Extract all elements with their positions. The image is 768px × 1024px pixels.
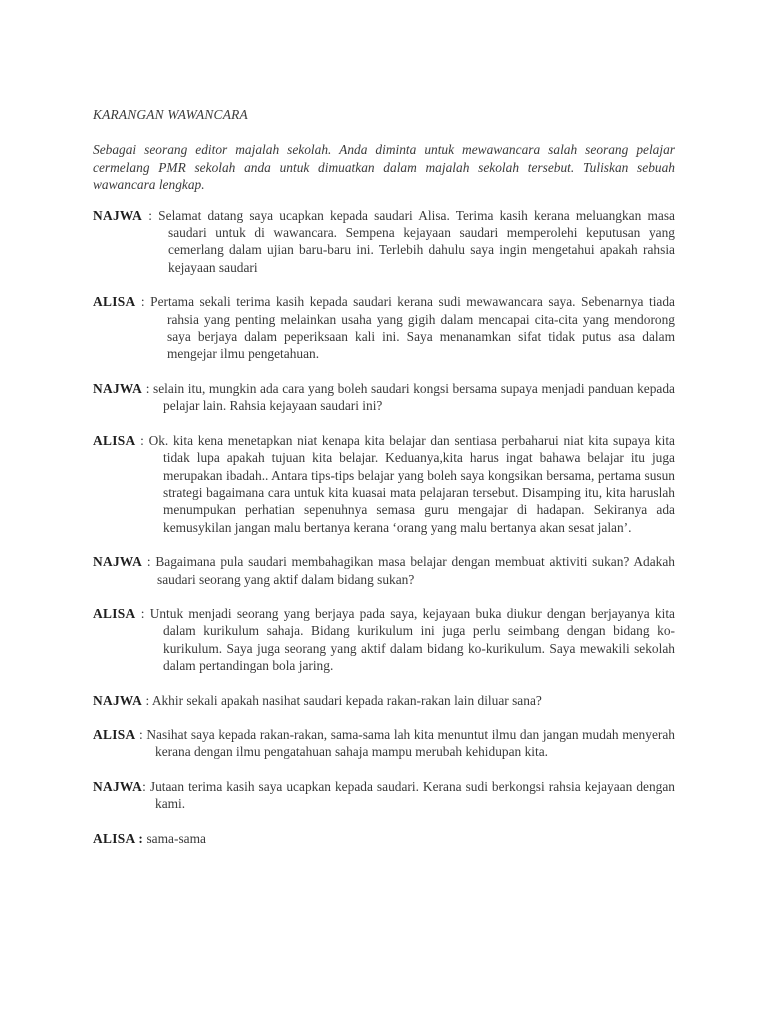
speaker-name: NAJWA [93, 554, 143, 570]
interview-entry [93, 605, 675, 675]
intro-paragraph: Sebagai seorang editor majalah sekolah. Anda diminta untuk mewawancara salah seorang pelajar cermelang PMR sekolah anda untuk dimuatkan dalam majalah sekolah tersebut. Tuliskan sebuah wawancara lengkap. [93, 142, 675, 193]
interview-entry [93, 778, 675, 813]
speech-text: Selamat datang saya ucapkan kepada saudari Alisa. Terima kasih kerana meluangkan masa saudari untuk di wawancara. Sempena kejayaan saudari memperolehi keputusan yang cemerlang dalam ujian baru-baru ini. Terlebih dahulu saya ingin mengetahui apakah rahsia kejayaan saudari [158, 207, 675, 275]
interview-entry [93, 207, 675, 277]
speech-text: sama-sama [146, 830, 206, 846]
speech-text: Bagaimana pula saudari membahagikan masa belajar dengan membuat aktiviti sukan? Adakah saudari seorang yang aktif dalam bidang sukan? [155, 554, 675, 587]
speaker-separator: : [135, 726, 147, 742]
speaker-name: ALISA [93, 294, 136, 310]
speaker-name: NAJWA [93, 778, 143, 794]
speaker-separator: : [135, 294, 151, 310]
speaker-separator: : [135, 605, 150, 621]
interview-entry [93, 553, 675, 588]
speech-text: Nasihat saya kepada rakan-rakan, sama-sama lah kita menuntut ilmu dan jangan mudah menyerah kerana dengan ilmu pengatahuan sahaja mampu merubah kehidupan kita. [146, 726, 675, 760]
interview-entry [93, 293, 675, 363]
speaker-name: NAJWA [93, 207, 143, 223]
speech-text: Untuk menjadi seorang yang berjaya pada saya, kejayaan buka diukur dengan berjayanya kita dalam kurikulum sahaja. Bidang kurikulum ini juga perlu seimbang dengan bidang ko-kurikulum. Saya juga seorang yang aktif dalam bidang ko-kurikulum. Saya mewakili sekolah dalam pertandingan bola jaring. [149, 605, 675, 674]
speech-text: Akhir sekali apakah nasihat saudari kepada rakan-rakan lain diluar sana? [151, 692, 542, 708]
interview-entry [93, 380, 675, 415]
speaker-name: ALISA [93, 432, 136, 448]
document-title: KARANGAN WAWANCARA [93, 107, 248, 122]
speech-text: Ok. kita kena menetapkan niat kenapa kita belajar dan sentiasa perbaharui niat kita supaya kita tidak lupa apakah tujuan kita belajar. Keduanya,kita harus ingat bahawa belajar itu juga merupakan ibadah.. Antara tips-tips belajar yang boleh saya kongsikan bersama, pertama susun strategi bagaimana cara untuk kita kuasai mata pelajaran tersebut. Disamping itu, kita haruslah menumpukan perhatian sepenuhnya semasa guru mengajar di hadapan. Sekiranya ada kemusykilan jangan malu bertanya kerana ‘orang yang malu bertanya akan sesat jalan’. [148, 432, 675, 535]
speaker-name: NAJWA [93, 692, 143, 708]
interview-entries [93, 207, 675, 847]
interview-entry [93, 432, 675, 536]
interview-entry [93, 726, 675, 761]
speaker-separator: : [142, 692, 152, 708]
speaker-separator: : [135, 432, 149, 448]
speaker-separator: : [142, 778, 150, 794]
interview-entry [93, 830, 675, 847]
speaker-name: ALISA : [93, 830, 144, 846]
speaker-separator: : [142, 207, 159, 223]
speech-text: Jutaan terima kasih saya ucapkan kepada saudari. Kerana sudi berkongsi rahsia kejayaan dengan kami. [149, 778, 675, 812]
speaker-separator: : [142, 554, 156, 570]
document-page [93, 106, 675, 847]
speaker-name: ALISA [93, 726, 136, 742]
speaker-name: ALISA [93, 605, 136, 621]
interview-entry [93, 692, 675, 709]
speaker-separator: : [142, 380, 153, 396]
speaker-name: NAJWA [93, 380, 143, 396]
speech-text: selain itu, mungkin ada cara yang boleh saudari kongsi bersama supaya menjadi panduan kepada pelajar lain. Rahsia kejayaan saudari ini? [153, 380, 676, 414]
speech-text: Pertama sekali terima kasih kepada saudari kerana sudi mewawancara saya. Sebenarnya tiada rahsia yang penting melainkan usaha yang gigih dalam mencapai cita-cita yang mendorong saya berjaya dalam peperiksaan kali ini. Saya menanamkan sifat tidak putus asa dalam mengejar ilmu pengetahuan. [150, 294, 675, 362]
